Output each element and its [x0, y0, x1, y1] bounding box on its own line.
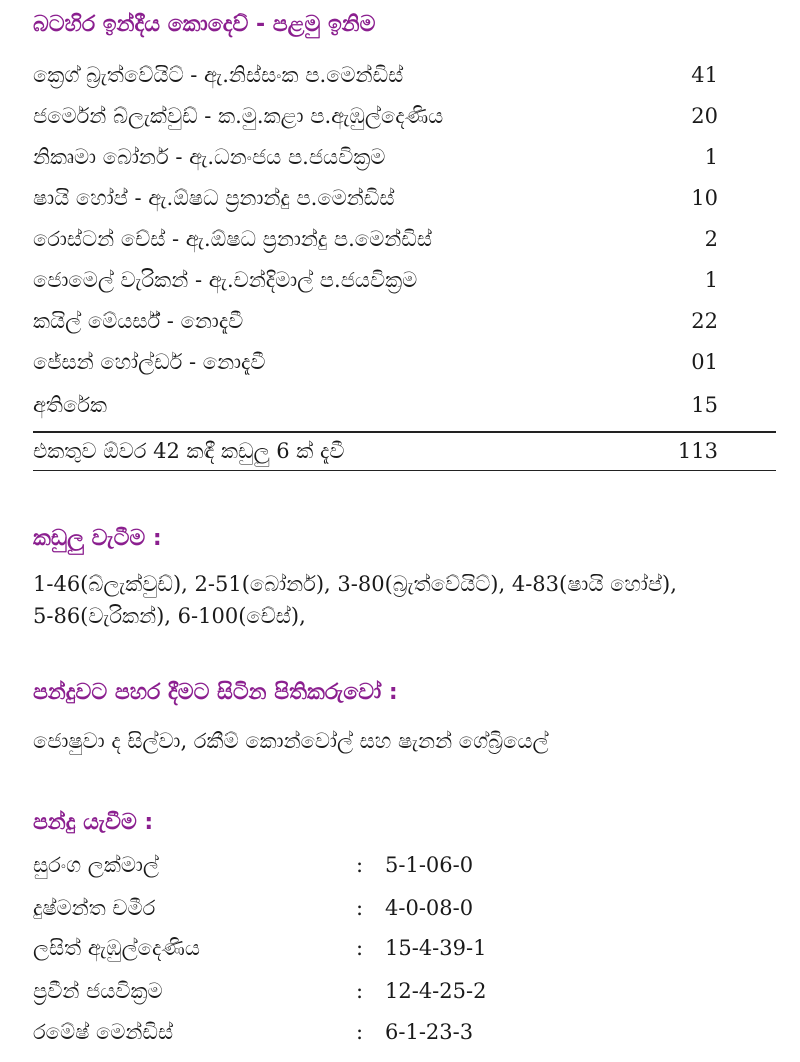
batsman-runs: 20 [691, 104, 718, 128]
extras-label: අතිරේක [33, 393, 108, 417]
batsman-name: ජේසන් හෝල්ඩර් - නොදැවී [33, 350, 266, 374]
batsman-runs: 10 [691, 186, 718, 210]
bowling-separator: : [356, 853, 364, 877]
bowling-row [33, 888, 593, 928]
total-divider-bottom [33, 470, 776, 471]
bowler-figures: 4-0-08-0 [385, 896, 474, 920]
bowler-name: රමේෂ් මෙන්ඩිස් [33, 1020, 174, 1044]
bowler-name: දුෂ්මන්ත චමීර [33, 896, 156, 920]
extras-runs: 15 [691, 393, 718, 417]
batting-row [33, 96, 718, 136]
batsman-name: ජර්මෙන් බ්ලැක්වුඩ් - ක.මු.කළා ප.ඇඹුල්දෙණිය [33, 104, 444, 128]
bowling-separator: : [356, 936, 364, 960]
batsman-name: ජොමෙල් වැරිකන් - ඇ.චන්දිමාල් ප.ජයවික්‍රම [33, 268, 418, 292]
batsman-runs: 22 [691, 309, 718, 333]
bowler-figures: 5-1-06-0 [385, 853, 474, 877]
fall-of-wickets-heading: කඩුලු වැටීම : [33, 526, 162, 551]
bowling-separator: : [356, 1020, 364, 1044]
batting-heading: බටහිර ඉන්දීය කොදෙව් - පළමු ඉනිම [33, 12, 376, 37]
bowler-figures: 12-4-25-2 [385, 979, 487, 1003]
bowling-separator: : [356, 896, 364, 920]
bowling-row [33, 845, 593, 885]
batsman-name: ක්‍රෙග් බ්‍රැත්වේයිට් - ඇ.නිස්සංක ප.මෙන්ඩිස් [33, 63, 404, 87]
fall-of-wickets-line-1: 1-46(බ්ලැක්වුඩ්), 2-51(බෝනර්), 3-80(බ්‍රැත්වේයිට්), 4-83(ෂායි හෝප්), [33, 572, 677, 596]
fall-of-wickets-line-2: 5-86(වැරිකන්), 6-100(චේස්), [33, 604, 306, 628]
batting-row [33, 178, 718, 218]
batsman-name: ෂායි හෝප් - ඇ.ඕෂධ ප්‍රනාන්දු ප.මෙන්ඩිස් [33, 186, 395, 210]
bowling-row [33, 1012, 593, 1052]
batsman-runs: 2 [704, 227, 718, 251]
bowling-separator: : [356, 979, 364, 1003]
batsman-runs: 1 [704, 145, 718, 169]
bowler-figures: 15-4-39-1 [385, 936, 487, 960]
yet-to-bat-list: ජොෂුවා ද සිල්වා, රකීම් කොන්වෝල් සහ ෂැනන් ගේබ්‍රියෙල් [33, 729, 549, 753]
bowler-name: ලසිත් ඇඹුල්දෙණිය [33, 936, 200, 960]
batsman-name: රොස්ටන් චේස් - ඇ.ඕෂධ ප්‍රනාන්දු ප.මෙන්ඩිස් [33, 227, 432, 251]
batting-row [33, 342, 718, 382]
batsman-runs: 01 [691, 350, 718, 374]
bowler-name: ප්‍රවීන් ජයවික්‍රම [33, 979, 163, 1003]
total-label: එකතුව ඕවර 42 කඳී කඩුලු 6 ක් දැවී [33, 439, 345, 463]
batting-row [33, 260, 718, 300]
batsman-name: කයිල් මේයර්ස් - නොදැවී [33, 309, 244, 333]
bowler-figures: 6-1-23-3 [385, 1020, 474, 1044]
total-runs: 113 [677, 439, 718, 463]
total-row [33, 431, 718, 471]
batsman-name: නිකෘමා බෝනර් - ඇ.ධනංජය ප.ජයවික්‍රම [33, 145, 386, 169]
bowling-row [33, 971, 593, 1011]
batting-row [33, 137, 718, 177]
batting-row [33, 55, 718, 95]
batting-row [33, 301, 718, 341]
bowler-name: සුරංග ලක්මාල් [33, 853, 159, 877]
yet-to-bat-heading: පන්දුවට පහර දීමට සිටින පිතිකරුවෝ : [33, 680, 398, 705]
batsman-runs: 41 [691, 63, 718, 87]
batsman-runs: 1 [704, 268, 718, 292]
extras-row [33, 385, 718, 425]
bowling-row [33, 928, 593, 968]
bowling-heading: පන්දු යැවීම : [33, 810, 154, 835]
batting-row [33, 219, 718, 259]
